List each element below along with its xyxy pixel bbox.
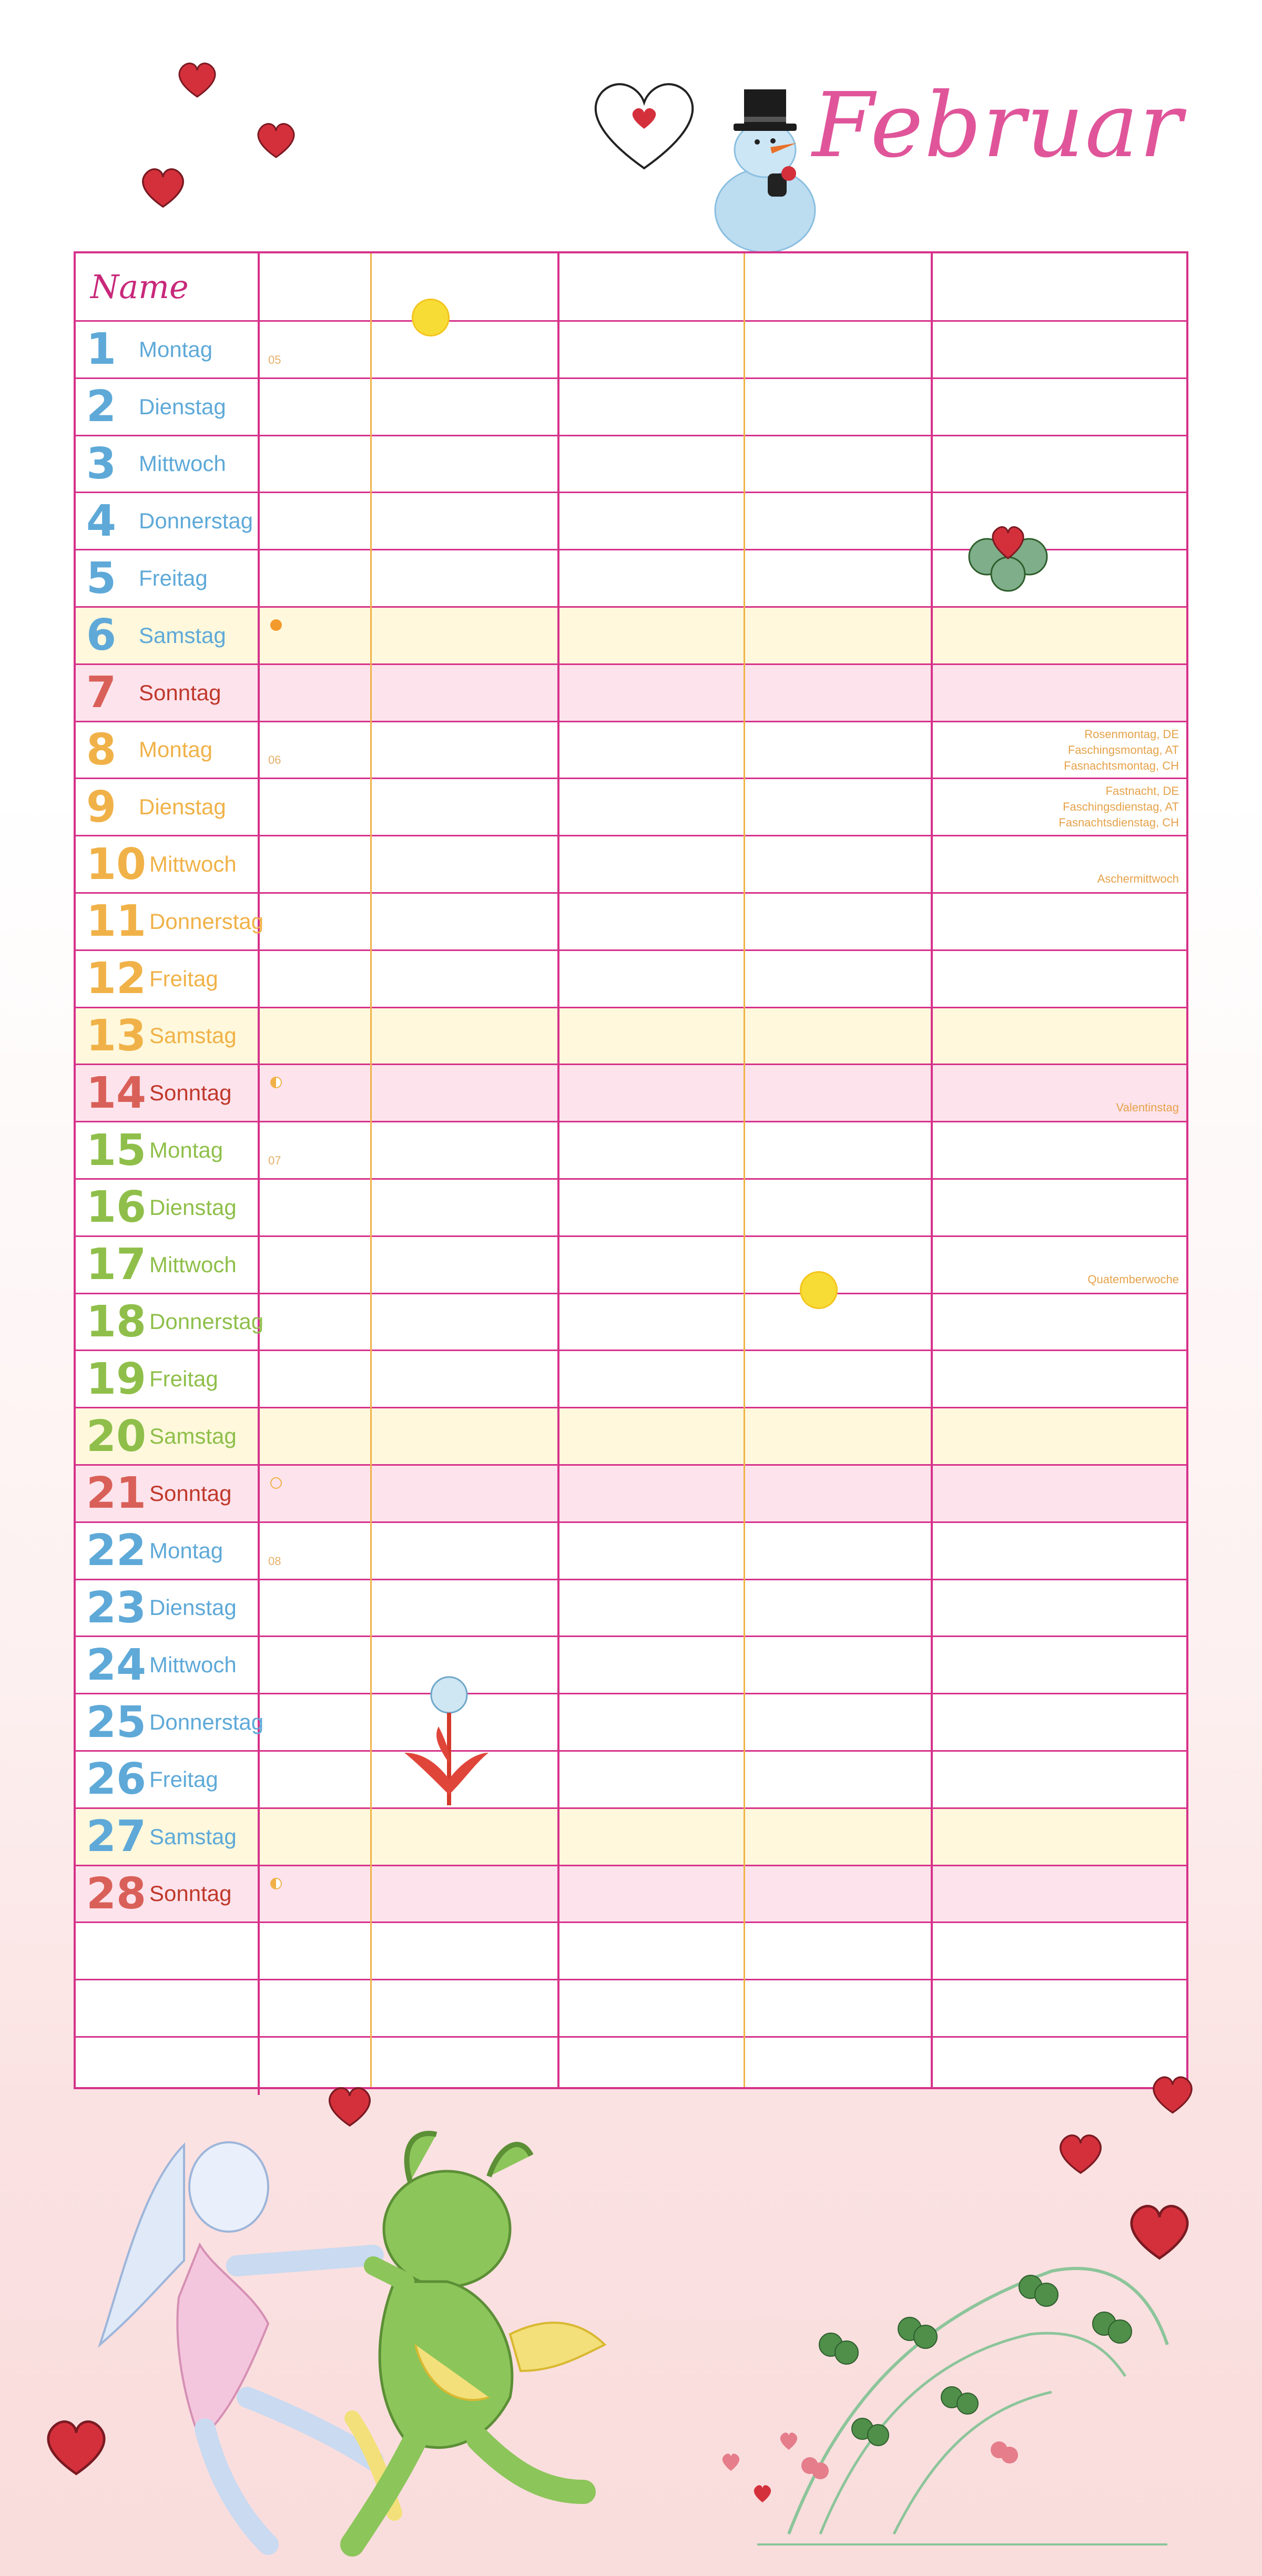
column-divider	[744, 253, 745, 2087]
name-header: Name	[90, 268, 189, 306]
day-row[interactable]	[76, 1294, 1186, 1352]
day-name: Donnerstag	[139, 508, 253, 534]
heart-outline-icon	[584, 74, 705, 173]
day-label-cell	[76, 722, 260, 778]
month-title: Februar	[812, 74, 1183, 178]
empty-row[interactable]	[76, 2038, 1186, 2095]
day-name: Samstag	[149, 1424, 237, 1449]
day-number: 15	[86, 1125, 147, 1175]
day-row[interactable]	[76, 1180, 1186, 1237]
day-row[interactable]	[76, 1809, 1186, 1866]
day-row[interactable]	[76, 836, 1186, 894]
heart-icon	[1146, 2071, 1199, 2116]
day-number: 3	[86, 438, 117, 489]
day-label-cell	[76, 1065, 260, 1121]
sun-dot-icon	[800, 1271, 838, 1309]
day-name: Samstag	[139, 622, 226, 648]
day-name: Dienstag	[139, 794, 226, 820]
day-row[interactable]	[76, 1694, 1186, 1752]
day-number: 12	[86, 954, 147, 1004]
day-number: 26	[86, 1754, 147, 1805]
day-number: 25	[86, 1697, 147, 1747]
day-label-cell	[76, 1466, 260, 1521]
day-label-cell	[76, 1866, 260, 1922]
day-label-cell	[76, 1752, 260, 1807]
day-name: Sonntag	[149, 1881, 232, 1906]
day-row[interactable]	[76, 665, 1186, 722]
calendar-grid	[74, 251, 1188, 2089]
empty-row[interactable]	[76, 1923, 1186, 1980]
empty-label-cell	[76, 1923, 260, 1979]
day-row[interactable]	[76, 379, 1186, 436]
day-name: Dienstag	[139, 394, 226, 419]
day-number: 28	[86, 1868, 147, 1919]
dancing-girl-and-dragon-illustration	[79, 2124, 815, 2565]
day-row[interactable]	[76, 1466, 1186, 1523]
day-name: Montag	[149, 1138, 223, 1163]
day-name: Freitag	[149, 1766, 218, 1792]
day-label-cell	[76, 1122, 260, 1178]
week-number: 08	[268, 1554, 281, 1568]
day-row[interactable]	[76, 779, 1186, 836]
day-row[interactable]	[76, 608, 1186, 665]
day-number: 9	[86, 782, 117, 832]
column-divider	[370, 253, 372, 2087]
day-name: Donnerstag	[149, 1710, 264, 1735]
day-name: Freitag	[139, 566, 208, 591]
day-row[interactable]	[76, 1408, 1186, 1466]
day-name: Montag	[139, 336, 213, 362]
day-number: 18	[86, 1296, 147, 1347]
day-number: 27	[86, 1812, 147, 1862]
day-number: 8	[86, 724, 117, 775]
snowman-illustration	[705, 74, 826, 252]
day-name: Sonntag	[149, 1480, 232, 1506]
day-number: 14	[86, 1068, 147, 1118]
day-number: 2	[86, 382, 117, 432]
day-name: Mittwoch	[139, 451, 226, 476]
day-label-cell	[76, 1809, 260, 1865]
day-number: 22	[86, 1526, 147, 1576]
day-row[interactable]	[76, 1065, 1186, 1122]
day-row[interactable]	[76, 1580, 1186, 1638]
day-number: 11	[86, 896, 147, 947]
day-name: Mittwoch	[149, 852, 237, 877]
heart-icon	[1052, 2129, 1110, 2176]
day-row[interactable]	[76, 1637, 1186, 1694]
day-number: 23	[86, 1582, 147, 1633]
heart-icon	[252, 118, 300, 160]
day-name: Montag	[149, 1538, 223, 1563]
day-label-cell	[76, 1237, 260, 1293]
column-divider	[931, 253, 933, 2087]
day-name: Freitag	[149, 1366, 218, 1392]
day-row[interactable]	[76, 1122, 1186, 1180]
day-number: 10	[86, 839, 147, 890]
day-name: Mittwoch	[149, 1252, 237, 1277]
day-label-cell	[76, 894, 264, 949]
day-name: Sonntag	[139, 680, 221, 705]
day-label-cell	[76, 951, 260, 1007]
heart-icon	[134, 163, 192, 210]
day-label-cell	[76, 493, 260, 549]
week-number: 07	[268, 1153, 281, 1167]
heart-icon	[321, 2082, 379, 2129]
holiday-label: Aschermittwoch	[1097, 872, 1179, 885]
moon-phase-icon	[270, 619, 282, 631]
column-divider	[557, 253, 559, 2087]
clover-plant-illustration	[736, 2240, 1188, 2555]
day-number: 1	[86, 324, 117, 375]
holiday-label: Fastnacht, DE Faschingsdienstag, AT Fasnachtsdienstag, CH	[1059, 784, 1179, 830]
day-row[interactable]	[76, 1752, 1186, 1809]
day-name: Dienstag	[149, 1595, 237, 1620]
day-name: Sonntag	[149, 1080, 232, 1106]
day-row[interactable]	[76, 951, 1186, 1008]
name-header-cell[interactable]	[76, 253, 260, 320]
day-number: 5	[86, 553, 117, 604]
day-label-cell	[76, 1351, 260, 1407]
day-label-cell	[76, 1294, 264, 1350]
day-label-cell	[76, 779, 260, 835]
day-name: Samstag	[149, 1023, 237, 1048]
holiday-label: Valentinstag	[1116, 1101, 1179, 1115]
moon-phase-icon	[270, 1878, 282, 1889]
day-number: 16	[86, 1182, 147, 1233]
day-label-cell	[76, 836, 260, 892]
day-row[interactable]	[76, 1237, 1186, 1294]
empty-row[interactable]	[76, 1980, 1186, 2038]
empty-label-cell	[76, 1980, 260, 2036]
day-number: 20	[86, 1411, 147, 1461]
heart-icon	[174, 58, 221, 100]
day-row[interactable]	[76, 1523, 1186, 1580]
empty-label-cell	[76, 2038, 260, 2095]
day-number: 21	[86, 1468, 147, 1519]
day-number: 4	[86, 496, 117, 546]
clover-heart-icon	[963, 512, 1053, 596]
day-label-cell	[76, 1694, 264, 1750]
day-label-cell	[76, 436, 260, 492]
day-name: Montag	[139, 737, 213, 762]
holiday-label: Rosenmontag, DE Faschingsmontag, AT Fasnachtsmontag, CH	[1064, 727, 1179, 772]
day-label-cell	[76, 550, 260, 606]
day-row[interactable]	[76, 436, 1186, 494]
day-label-cell	[76, 1180, 260, 1235]
moon-phase-icon	[270, 1077, 282, 1088]
day-number: 24	[86, 1640, 147, 1690]
holiday-label: Quatemberwoche	[1087, 1272, 1179, 1286]
day-name: Dienstag	[149, 1194, 237, 1220]
sun-dot-icon	[412, 299, 450, 336]
day-name: Donnerstag	[149, 908, 264, 934]
day-row[interactable]	[76, 722, 1186, 780]
day-number: 6	[86, 610, 117, 661]
day-label-cell	[76, 665, 260, 721]
flower-icon	[402, 1674, 491, 1811]
moon-phase-icon	[270, 1477, 282, 1489]
week-number: 05	[268, 353, 281, 366]
header-row	[76, 253, 1186, 322]
week-number: 06	[268, 753, 281, 767]
day-label-cell	[76, 322, 260, 377]
day-number: 19	[86, 1354, 147, 1404]
day-name: Donnerstag	[149, 1309, 264, 1334]
day-row[interactable]	[76, 1351, 1186, 1408]
day-name: Samstag	[149, 1824, 237, 1849]
day-row[interactable]	[76, 894, 1186, 951]
day-label-cell	[76, 1637, 260, 1693]
day-row[interactable]	[76, 1008, 1186, 1066]
day-row[interactable]	[76, 322, 1186, 379]
day-number: 7	[86, 668, 117, 718]
day-label-cell	[76, 1008, 260, 1064]
day-label-cell	[76, 608, 260, 663]
day-label-cell	[76, 1408, 260, 1464]
day-label-cell	[76, 1523, 260, 1579]
day-number: 13	[86, 1010, 147, 1061]
day-row[interactable]	[76, 1866, 1186, 1924]
day-label-cell	[76, 379, 260, 435]
day-name: Freitag	[149, 966, 218, 991]
day-name: Mittwoch	[149, 1652, 237, 1678]
day-label-cell	[76, 1580, 260, 1636]
day-number: 17	[86, 1240, 147, 1290]
